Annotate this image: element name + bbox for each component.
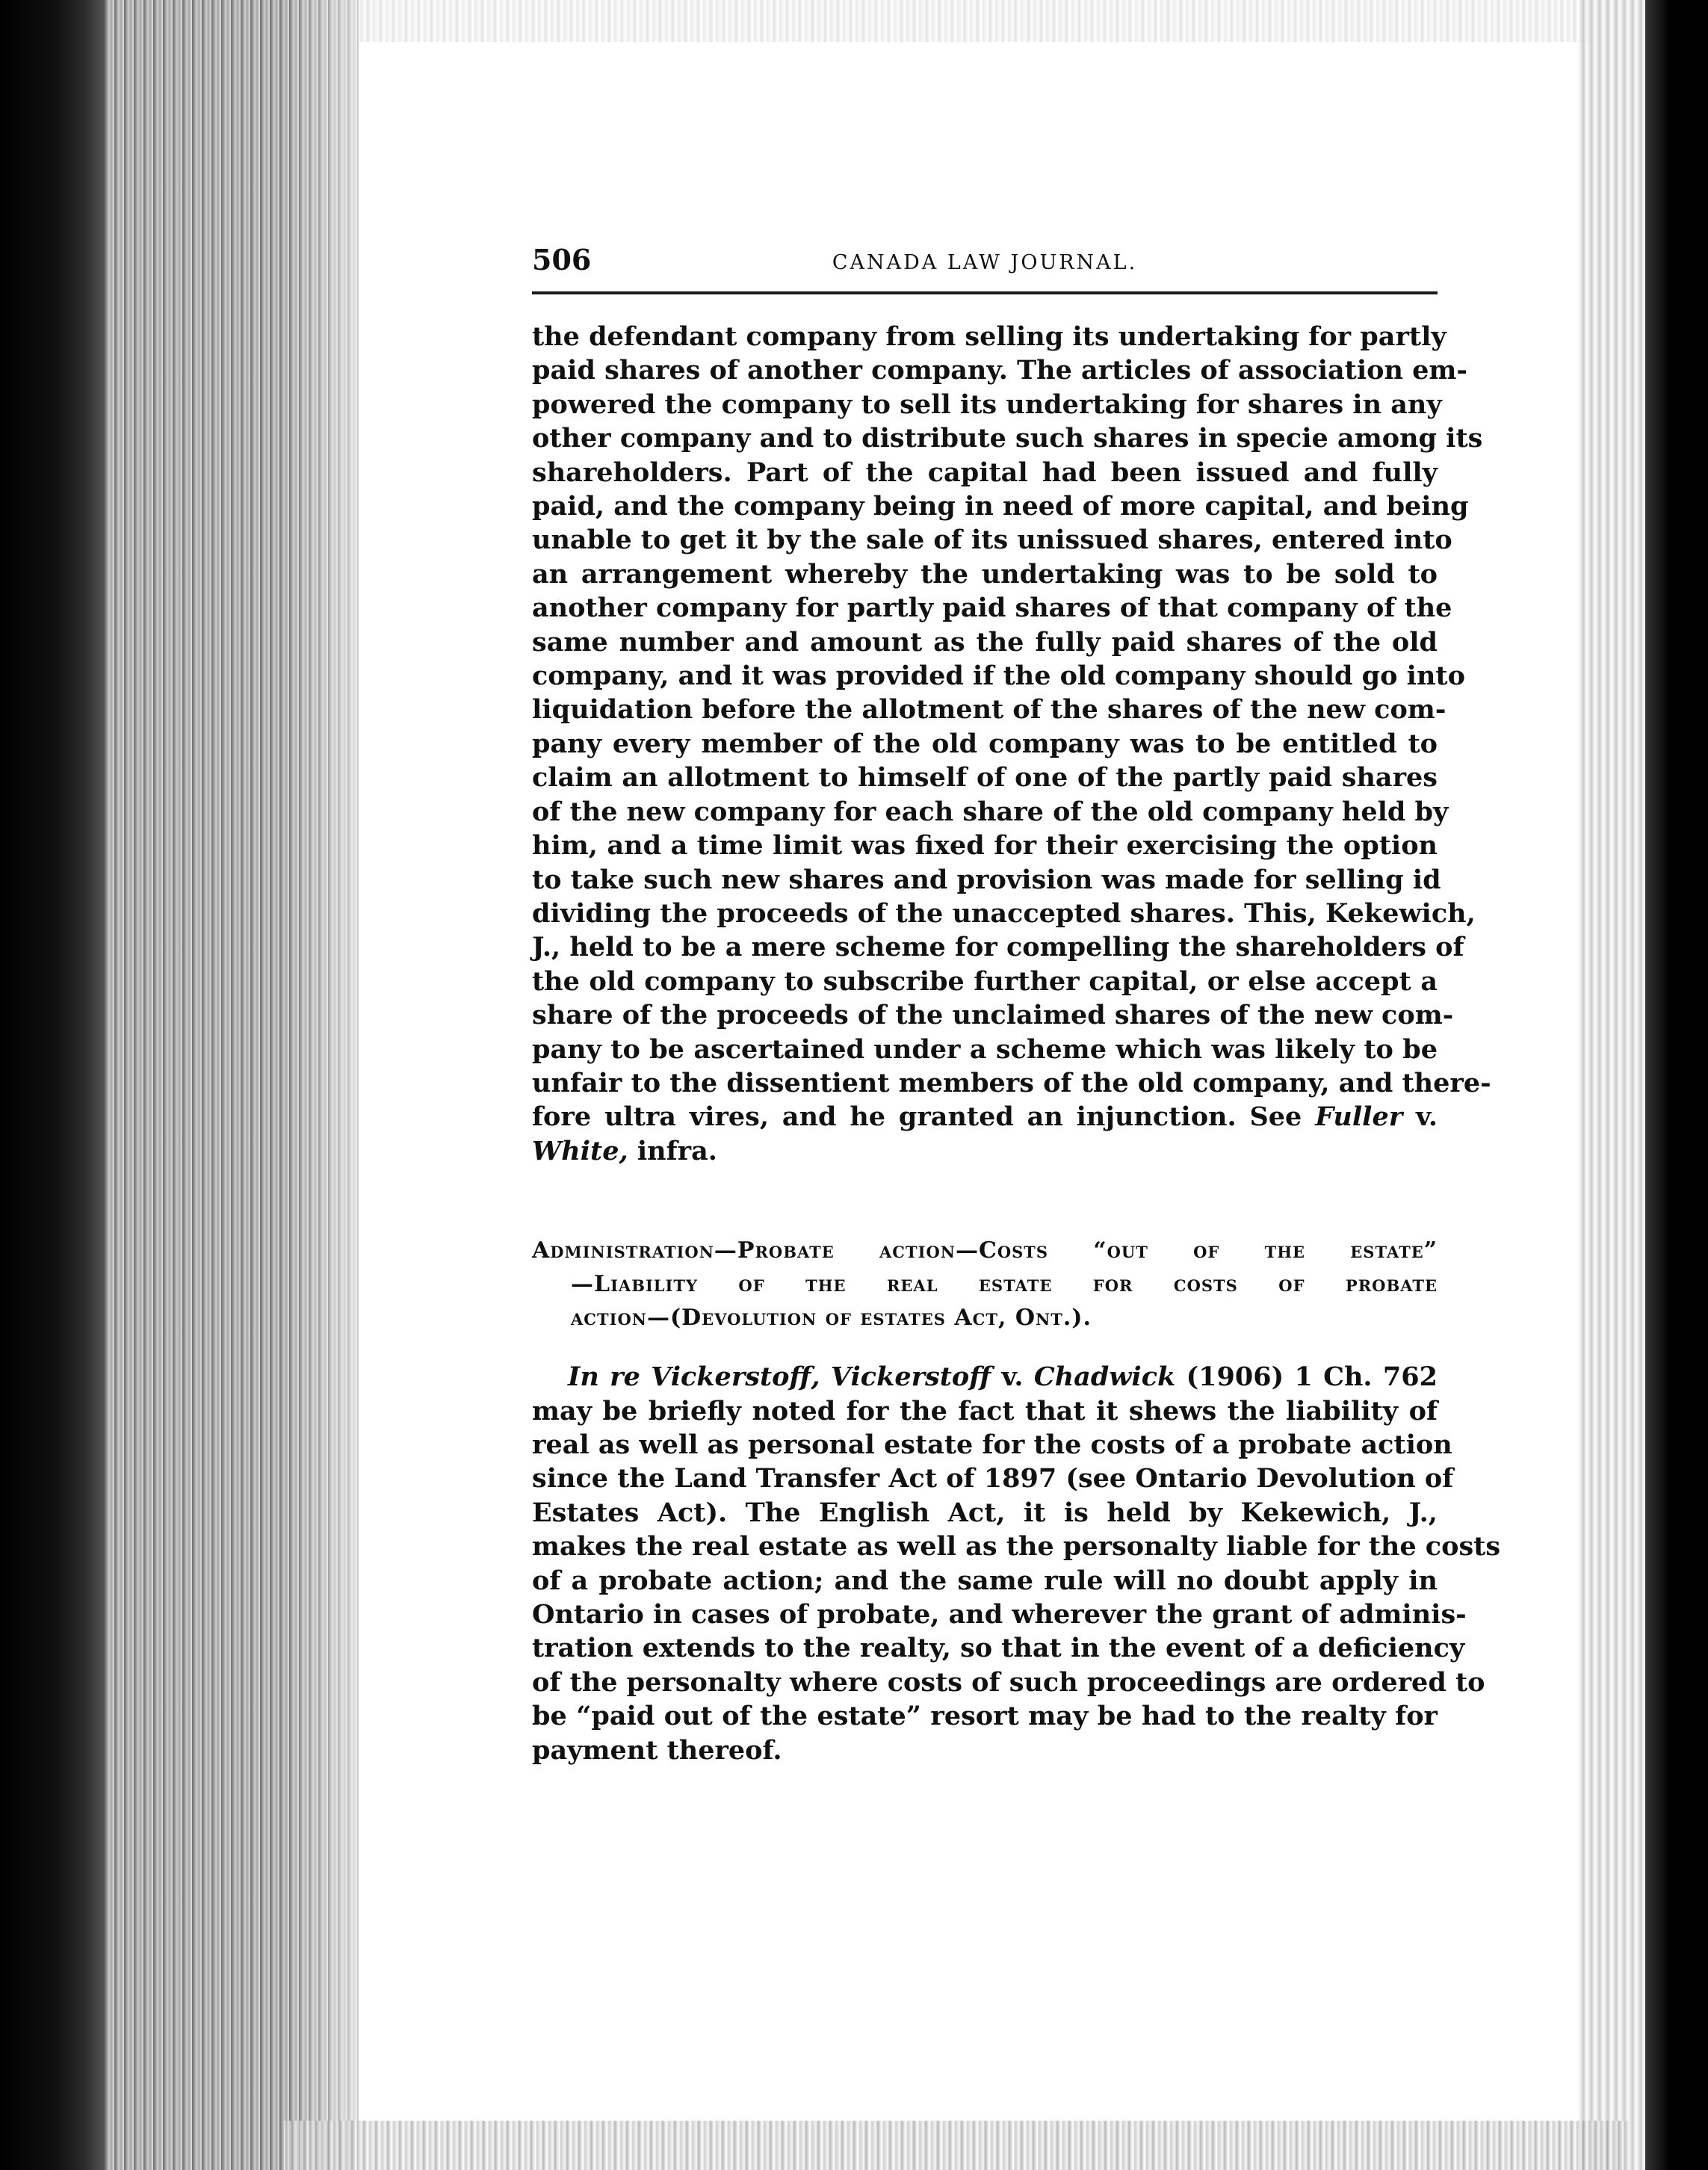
- running-head: [532, 239, 1438, 281]
- text-line: unable to get it by the sale of its unissued shares, entered into: [532, 525, 1452, 556]
- heading-line: Administration—Probate action—Costs “out of the estate”: [532, 1237, 1438, 1264]
- text-line: an arrangement whereby the undertaking was to be sold to: [532, 558, 1438, 590]
- versus-abbrev: v.: [1402, 1101, 1438, 1133]
- spine-fade: [284, 0, 403, 2170]
- text-line: to take such new shares and provision was made for selling id: [532, 864, 1441, 895]
- text-line: of a probate action; and the same rule will no doubt apply in: [532, 1565, 1438, 1596]
- section-heading: [532, 1234, 1438, 1335]
- paragraph-one: [532, 320, 1491, 1168]
- text-line-case-citation: [532, 1360, 1438, 1394]
- scan-edge-right: [1645, 0, 1708, 2170]
- case-name-chadwick: Chadwick: [1033, 1361, 1176, 1393]
- heading-line: —Liability of the real estate for costs of probate: [571, 1271, 1438, 1298]
- text-line: other company and to distribute such shares in specie among its: [532, 423, 1483, 454]
- text-line: share of the proceeds of the unclaimed shares of the new com-: [532, 1000, 1454, 1031]
- citation: (1906) 1 Ch. 762: [1175, 1361, 1438, 1393]
- page-number: 506: [532, 243, 592, 276]
- text-line: company, and it was provided if the old company should go into: [532, 661, 1465, 692]
- text-line: him, and a time limit was fixed for their exercising the option: [532, 830, 1438, 862]
- text-line: Ontario in cases of probate, and wherever the grant of adminis-: [532, 1599, 1467, 1630]
- text-line: another company for partly paid shares of that company of the: [532, 593, 1452, 624]
- text-line: makes the real estate as well as the personalty liable for the costs: [532, 1531, 1501, 1562]
- text-line: paid, and the company being in need of more capital, and being: [532, 491, 1469, 522]
- journal-title: CANADA LAW JOURNAL.: [832, 251, 1138, 274]
- book-spine-shadow: [0, 0, 105, 2170]
- text-line: may be briefly noted for the fact that it shews the liability of: [532, 1395, 1438, 1426]
- text-line-last: [532, 1134, 1438, 1168]
- text-line: the old company to subscribe further capital, or else accept a: [532, 965, 1438, 997]
- text-line: pany every member of the old company was to be entitled to: [532, 728, 1438, 759]
- journal-page: [532, 239, 1501, 1767]
- text-fragment: fore ultra vires, and he granted an injunction. See: [532, 1101, 1302, 1133]
- paragraph-two: [532, 1360, 1501, 1767]
- text-line: shareholders. Part of the capital had been issued and fully: [532, 457, 1438, 488]
- text-line: powered the company to sell its undertaking for shares in any: [532, 389, 1442, 420]
- text-line: of the new company for each share of the old company held by: [532, 796, 1449, 827]
- case-name-white: White,: [532, 1135, 628, 1166]
- text-line: claim an allotment to himself of one of the partly paid shares: [532, 762, 1438, 794]
- versus-abbrev: v.: [991, 1361, 1034, 1393]
- text-line: tration extends to the realty, so that in the event of a deficiency: [532, 1633, 1465, 1664]
- text-line: paid shares of another company. The articles of association em-: [532, 355, 1467, 386]
- text-line-last: payment thereof.: [532, 1734, 782, 1766]
- text-line: pany to be ascertained under a scheme which was likely to be: [532, 1033, 1438, 1065]
- text-line: be “paid out of the estate” resort may be had to the realty for: [532, 1701, 1438, 1732]
- text-line: liquidation before the allotment of the shares of the new com-: [532, 694, 1446, 726]
- heading-line: action—(Devolution of estates Act, Ont.).: [571, 1305, 1092, 1332]
- case-name-fuller: Fuller: [1315, 1101, 1403, 1133]
- case-name-vickerstoff: In re Vickerstoff, Vickerstoff: [568, 1361, 991, 1393]
- text-line: real as well as personal estate for the costs of a probate action: [532, 1429, 1452, 1460]
- text-line: the defendant company from selling its undertaking for partly: [532, 321, 1446, 352]
- text-line: unfair to the dissentient members of the old company, and there-: [532, 1067, 1491, 1098]
- text-line: since the Land Transfer Act of 1897 (see Ontario Devolution of: [532, 1463, 1454, 1494]
- text-line: J., held to be a mere scheme for compelling the shareholders of: [532, 932, 1464, 963]
- text-fragment: infra.: [628, 1135, 717, 1166]
- text-line-with-citation: [532, 1100, 1438, 1134]
- scan-edge-bottom: [284, 2121, 1629, 2170]
- text-line: Estates Act). The English Act, it is held by Kekewich, J.,: [532, 1497, 1438, 1528]
- text-line: of the personalty where costs of such proceedings are ordered to: [532, 1666, 1485, 1698]
- text-line: dividing the proceeds of the unaccepted shares. This, Kekewich,: [532, 897, 1476, 929]
- text-line: same number and amount as the fully paid shares of the old: [532, 626, 1438, 658]
- header-rule: [532, 291, 1438, 294]
- scan-edge-top: [359, 0, 1591, 42]
- book-page-edges-right: [1578, 0, 1645, 2170]
